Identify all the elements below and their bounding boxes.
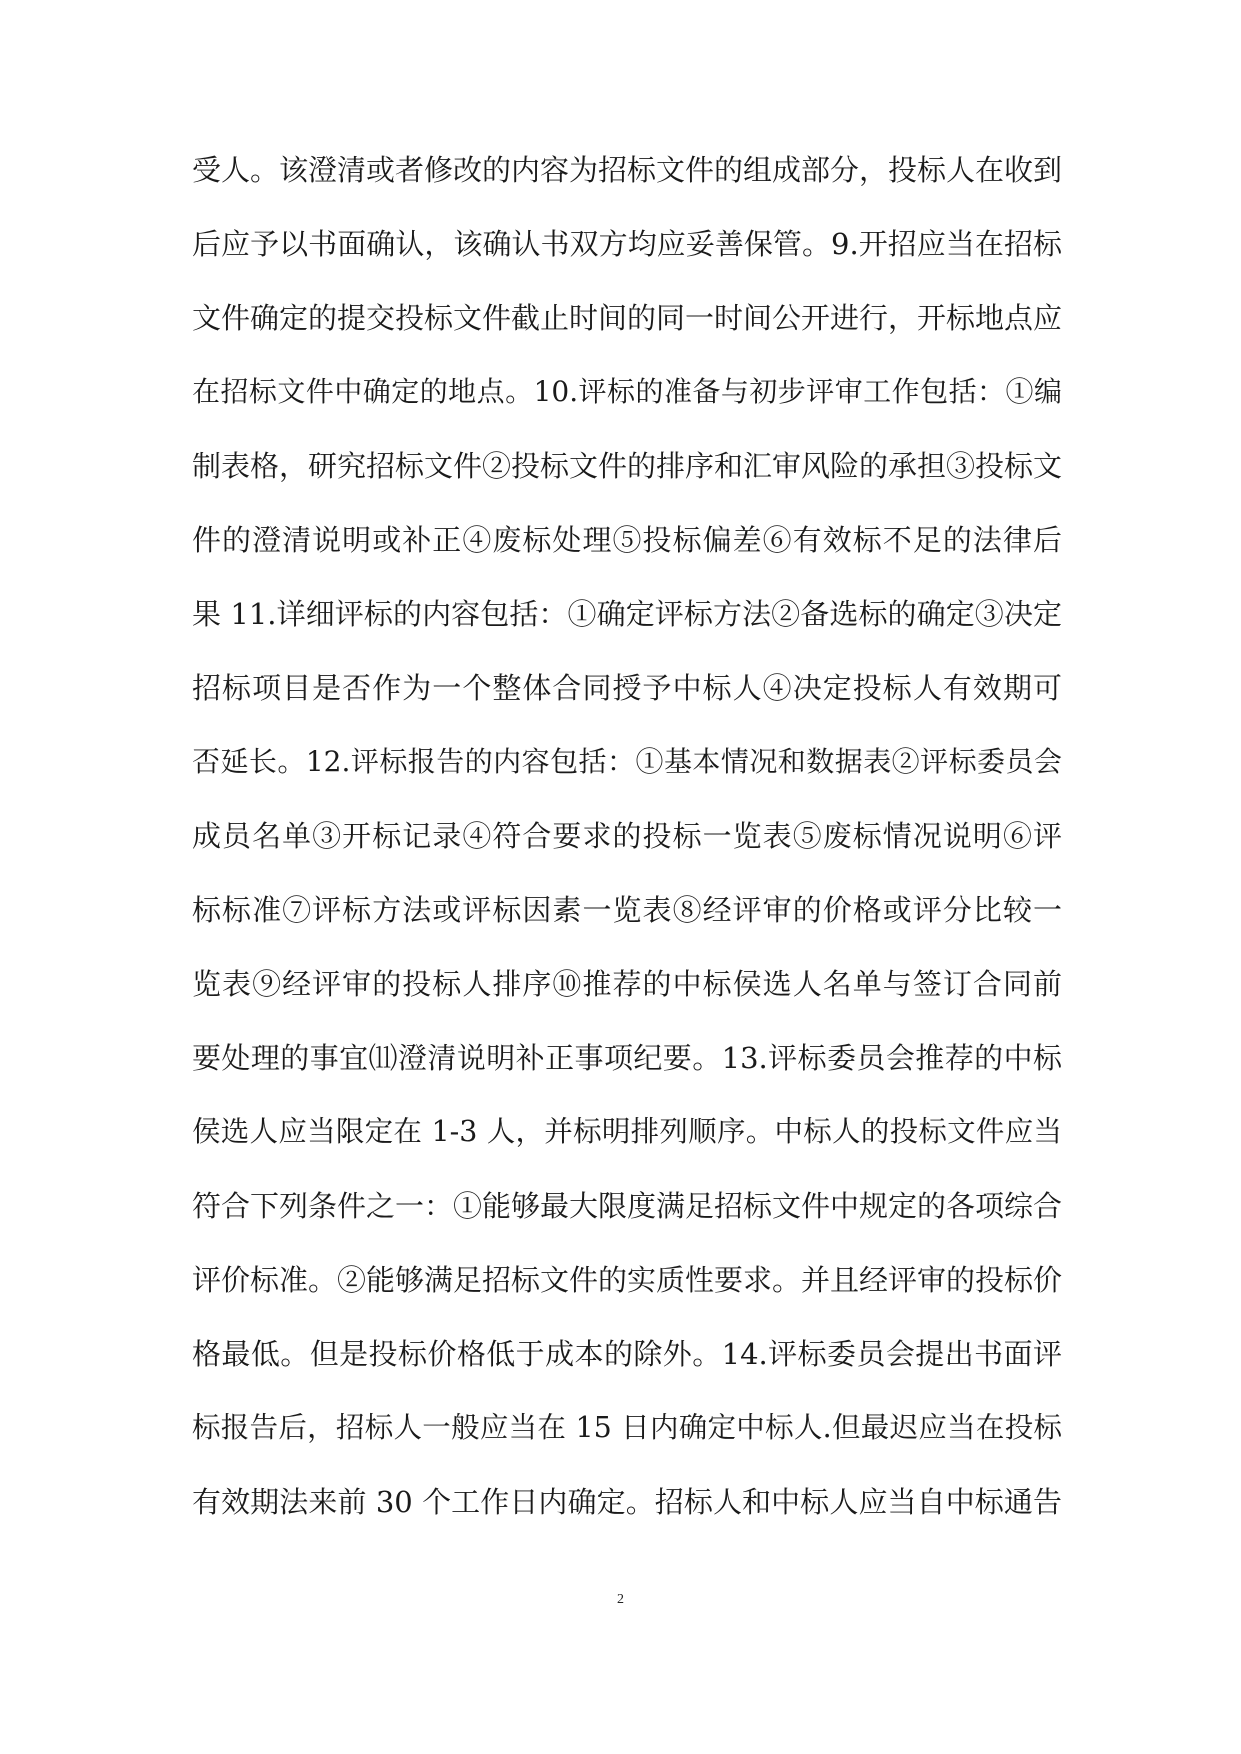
text-line: 符合下列条件之一：①能够最大限度满足招标文件中规定的各项综合 bbox=[192, 1189, 1063, 1223]
text-line: 否延长。12.评标报告的内容包括：①基本情况和数据表②评标委员会 bbox=[192, 745, 1062, 778]
text-line: 览表⑨经评审的投标人排序⑩推荐的中标侯选人名单与签订合同前 bbox=[192, 967, 1062, 1001]
text-line: 果 11.详细评标的内容包括：①确定评标方法②备选标的确定③决定 bbox=[192, 597, 1062, 631]
text-line: 后应予以书面确认，该确认书双方均应妥善保管。9.开招应当在招标 bbox=[192, 227, 1062, 261]
text-line: 文件确定的提交投标文件截止时间的同一时间公开进行，开标地点应 bbox=[192, 301, 1063, 335]
text-line: 招标项目是否作为一个整体合同授予中标人④决定投标人有效期可 bbox=[192, 671, 1062, 705]
text-line: 格最低。但是投标价格低于成本的除外。14.评标委员会提出书面评 bbox=[192, 1337, 1062, 1371]
text-line: 件的澄清说明或补正④废标处理⑤投标偏差⑥有效标不足的法律后 bbox=[192, 523, 1062, 557]
text-line: 制表格，研究招标文件②投标文件的排序和汇审风险的承担③投标文 bbox=[192, 449, 1063, 483]
document-body bbox=[192, 133, 1062, 1539]
text-line: 有效期法来前 30 个工作日内确定。招标人和中标人应当自中标通告 bbox=[192, 1485, 1062, 1519]
text-line: 标报告后，招标人一般应当在 15 日内确定中标人.但最迟应当在投标 bbox=[192, 1411, 1062, 1444]
text-line: 在招标文件中确定的地点。10.评标的准备与初步评审工作包括：①编 bbox=[192, 375, 1062, 408]
text-line: 要处理的事宜⑾澄清说明补正事项纪要。13.评标委员会推荐的中标 bbox=[192, 1041, 1062, 1075]
text-line: 评价标准。②能够满足招标文件的实质性要求。并且经评审的投标价 bbox=[192, 1263, 1063, 1297]
text-line: 标标准⑦评标方法或评标因素一览表⑧经评审的价格或评分比较一 bbox=[192, 893, 1062, 927]
page-number: 2 bbox=[617, 1592, 624, 1607]
text-line: 受人。该澄清或者修改的内容为招标文件的组成部分，投标人在收到 bbox=[192, 153, 1063, 187]
text-line: 成员名单③开标记录④符合要求的投标一览表⑤废标情况说明⑥评 bbox=[192, 819, 1062, 853]
text-line: 侯选人应当限定在 1-3 人，并标明排列顺序。中标人的投标文件应当 bbox=[192, 1115, 1062, 1148]
